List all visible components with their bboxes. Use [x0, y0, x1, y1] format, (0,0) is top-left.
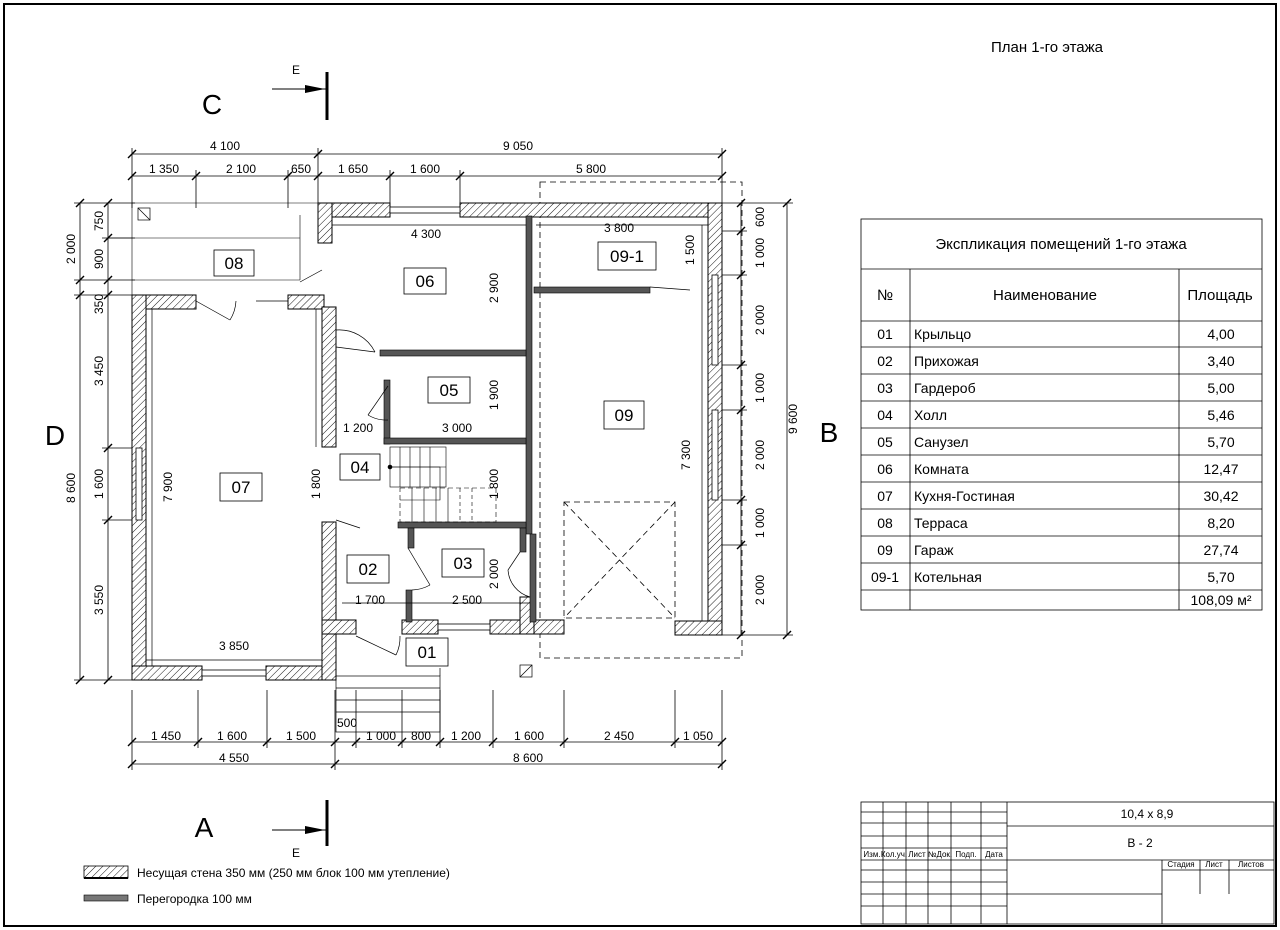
dim-bottom-part: 1 600 [513, 729, 545, 743]
stamp-stage-col: Листов [1238, 860, 1264, 869]
table-total: 108,09 м² [1190, 592, 1252, 608]
section-mark-bottom-label: E [291, 846, 301, 860]
table-cell-no: 09 [877, 542, 893, 558]
dim-bottom-part: 1 500 [285, 729, 317, 743]
table-cell-no: 06 [877, 461, 893, 477]
dim-left-outer: 8 600 [64, 472, 78, 504]
sheet-frame [4, 4, 1276, 926]
stamp-col: Лист [908, 850, 926, 859]
table-cell-name: Гараж [914, 542, 954, 558]
axis-label-bottom: A [194, 812, 214, 843]
table-cell-name: Кухня-Гостиная [914, 488, 1015, 504]
table-cell-no: 07 [877, 488, 893, 504]
dim-right-part: 1 000 [753, 237, 767, 269]
table-cell-name: Комната [914, 461, 969, 477]
table-rows [871, 326, 1252, 608]
dim-inner: 3 850 [218, 639, 250, 653]
dim-top-part: 1 600 [409, 162, 441, 176]
stamp-col: Кол.уч. [880, 850, 908, 859]
table-cell-area: 30,42 [1203, 488, 1239, 504]
table-cell-area: 4,00 [1207, 326, 1235, 342]
dim-right-part: 2 000 [753, 304, 767, 336]
dim-bottom-part: 1 200 [450, 729, 482, 743]
dim-bottom-part: 1 450 [150, 729, 182, 743]
table-cell-name: Крыльцо [914, 326, 972, 342]
axis-label-right: B [819, 417, 839, 448]
table-cell-no: 03 [877, 380, 893, 396]
stamp-col: Изм. [863, 850, 881, 859]
table-header-no: № [876, 287, 894, 304]
dim-inner: 2 900 [487, 272, 501, 304]
stamp-code: В - 2 [1127, 836, 1153, 850]
room-label-06: 06 [415, 272, 435, 291]
table-cell-no: 01 [877, 326, 893, 342]
dim-bottom-part: 1 050 [682, 729, 714, 743]
table-cell-name: Прихожая [914, 353, 979, 369]
dim-left-part: 1 600 [92, 468, 106, 500]
dim-inner: 7 900 [161, 471, 175, 503]
legend-partition-label: Перегородка 100 мм [137, 892, 252, 906]
axis-label-left: D [44, 420, 66, 451]
dim-bottom-part: 800 [410, 729, 432, 743]
dim-bottom-total-2: 8 600 [512, 751, 544, 765]
section-mark-top [272, 72, 327, 120]
room-label-03: 03 [453, 554, 473, 573]
table-cell-area: 12,47 [1203, 461, 1239, 477]
section-mark-bottom [272, 800, 327, 846]
table-cell-name: Терраса [914, 515, 968, 531]
dim-inner: 1 800 [487, 468, 501, 500]
room-label-04: 04 [350, 458, 370, 477]
table-title: Экспликация помещений 1-го этажа [935, 236, 1187, 253]
table-cell-name: Котельная [914, 569, 982, 585]
staircase [388, 447, 496, 522]
dim-top-part: 1 350 [148, 162, 180, 176]
table-cell-area: 8,20 [1207, 515, 1235, 531]
legend-partition-swatch [84, 895, 128, 901]
room-label-08: 08 [224, 254, 244, 273]
legend-bearing-wall-label: Несущая стена 350 мм (250 мм блок 100 мм утепление) [137, 866, 450, 880]
room-label-05: 05 [439, 381, 459, 400]
dim-inner: 1 700 [354, 593, 386, 607]
room-label-01: 01 [417, 643, 437, 662]
room-label-07: 07 [231, 478, 251, 497]
dim-bottom-part: 1 000 [365, 729, 397, 743]
table-cell-name: Гардероб [914, 380, 976, 396]
page-title: План 1-го этажа [990, 39, 1104, 56]
dim-inner: 7 300 [679, 439, 693, 471]
table-cell-area: 5,46 [1207, 407, 1235, 423]
dim-left-outer: 2 000 [64, 233, 78, 265]
table-cell-area: 5,70 [1207, 569, 1235, 585]
dim-right-part: 1 000 [753, 507, 767, 539]
table-cell-no: 02 [877, 353, 893, 369]
table-header-area: Площадь [1187, 287, 1253, 304]
dim-top-total-1: 4 100 [209, 139, 241, 153]
dim-left-part: 350 [92, 293, 106, 315]
table-cell-no: 08 [877, 515, 893, 531]
dim-right-part: 1 000 [753, 372, 767, 404]
dim-left-part: 900 [92, 248, 106, 270]
terrace-outline [108, 203, 318, 295]
dim-right-part: 600 [753, 206, 767, 228]
table-cell-area: 27,74 [1203, 542, 1239, 558]
table-cell-area: 5,00 [1207, 380, 1235, 396]
dim-right-total: 9 600 [786, 403, 800, 435]
dim-top-total-2: 9 050 [502, 139, 534, 153]
section-mark-top-label: E [291, 63, 301, 77]
dim-top-part: 1 650 [337, 162, 369, 176]
dim-right-part: 2 000 [753, 574, 767, 606]
axis-label-top: C [201, 89, 223, 120]
room-tags [214, 242, 656, 666]
dim-left-part: 3 550 [92, 584, 106, 616]
dim-left-part: 750 [92, 210, 106, 232]
dim-inner: 3 000 [441, 421, 473, 435]
dim-bottom-part: 1 600 [216, 729, 248, 743]
dim-inner: 2 500 [451, 593, 483, 607]
table-cell-no: 09-1 [870, 569, 900, 585]
stamp-stage-col: Лист [1205, 860, 1223, 869]
table-cell-name: Санузел [914, 434, 969, 450]
dim-left-part: 3 450 [92, 355, 106, 387]
dim-top-part: 650 [290, 162, 312, 176]
corner-post-icon [138, 208, 150, 220]
dim-inner: 1 200 [342, 421, 374, 435]
dim-right-part: 2 000 [753, 439, 767, 471]
stamp-stage-col: Стадия [1167, 860, 1195, 869]
dim-inner: 1 800 [309, 468, 323, 500]
stamp-col: Дата [985, 850, 1003, 859]
table-cell-no: 04 [877, 407, 893, 423]
downpipe-icon [520, 665, 532, 677]
stamp-col: №Док. [927, 850, 953, 859]
dim-top-part: 2 100 [225, 162, 257, 176]
table-cell-area: 5,70 [1207, 434, 1235, 450]
table-cell-name: Холл [914, 407, 947, 423]
stamp-col: Подп. [955, 850, 977, 859]
room-label-09: 09 [614, 406, 634, 425]
dim-bottom-small: 500 [336, 716, 358, 730]
dim-top-part: 5 800 [575, 162, 607, 176]
dim-inner: 1 900 [487, 379, 501, 411]
table-cell-area: 3,40 [1207, 353, 1235, 369]
garage-pit [564, 502, 675, 618]
legend-bearing-wall-swatch [84, 866, 128, 878]
stamp-size: 10,4 х 8,9 [1120, 807, 1174, 821]
room-label-02: 02 [358, 560, 378, 579]
room-label-09-1: 09-1 [609, 247, 645, 266]
dim-inner: 4 300 [410, 227, 442, 241]
door-swings [196, 270, 690, 655]
dim-bottom-part: 2 450 [603, 729, 635, 743]
dim-bottom-total-1: 4 550 [218, 751, 250, 765]
dim-inner: 1 500 [683, 234, 697, 266]
table-cell-no: 05 [877, 434, 893, 450]
dim-inner: 3 800 [603, 221, 635, 235]
table-header-name: Наименование [993, 287, 1097, 304]
dim-inner: 2 000 [487, 558, 501, 590]
